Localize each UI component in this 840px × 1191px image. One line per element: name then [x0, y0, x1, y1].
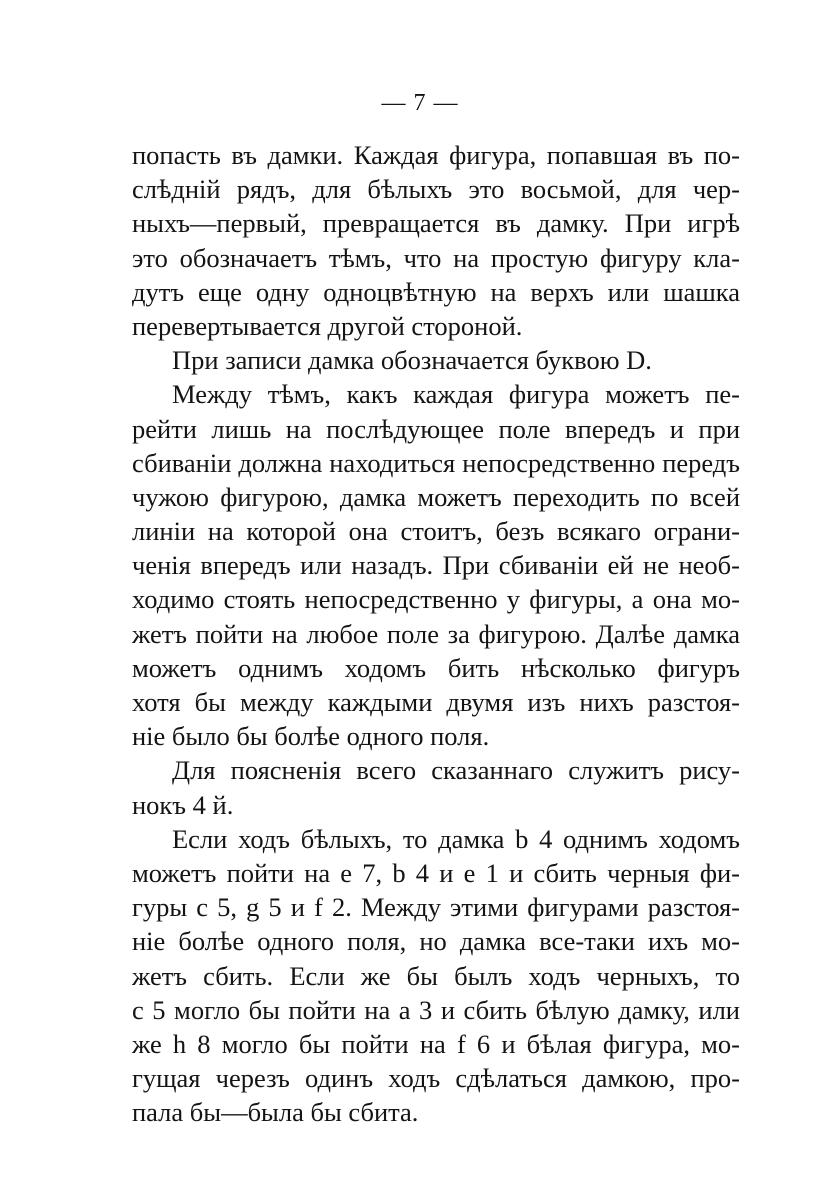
text-line: ходимо стоять непосредственно у фигуры, а она мо- [132, 584, 740, 615]
text-line: гущая черезъ одинъ ходъ сдѣлаться дамкою, про- [132, 1063, 740, 1094]
text-line: ченiя впередъ или назадъ. При сбиванiи ей не необ- [132, 550, 740, 581]
text-line: попасть въ дамки. Каждая фигура, попавшая въ по- [132, 140, 740, 170]
text-line: Между тѣмъ, какъ каждая фигура можетъ пе- [172, 379, 740, 410]
text-line: хотя бы между каждыми двумя изъ нихъ разстоя- [132, 687, 740, 717]
text-line: При записи дамка обозначается буквою D. [172, 345, 652, 376]
text-line: чужою фигурою, дамка можетъ переходить по всей [132, 481, 740, 512]
text-line: жетъ сбить. Если же бы былъ ходъ черныхъ, то [132, 960, 740, 991]
text-line: рейти лишь на послѣдующее поле впередъ и при [132, 413, 740, 444]
page-number: — 7 — [381, 90, 459, 116]
text-line: линiи на которой она стоитъ, безъ всякаго ограни- [132, 516, 740, 547]
text-line: жетъ пойти на любое поле за фигурою. Далѣе дамка [132, 618, 740, 649]
text-line: сбиванiи должна находиться непосредственно передъ [132, 447, 740, 478]
body-text [132, 138, 740, 1129]
text-line: Для поясненiя всего сказаннаго служитъ рису- [172, 755, 740, 786]
text-line: ныхъ—первый, превращается въ дамку. При игрѣ [132, 208, 740, 239]
text-line: Если ходъ бѣлыхъ, то дамка b 4 однимъ ходомъ [172, 823, 740, 854]
text-line: можетъ пойти на e 7, b 4 и e 1 и сбить черныя фи- [132, 857, 740, 888]
text-line: нiе было бы болѣе одного поля. [132, 721, 490, 752]
text-line: перевертывается другой стороной. [132, 310, 523, 341]
text-line: это обозначаетъ тѣмъ, что на простую фигуру кла- [132, 242, 740, 273]
text-line: слѣднiй рядъ, для бѣлыхъ это восьмой, для чер- [132, 174, 740, 205]
text-line: дутъ еще одну одноцвѣтную на верхъ или шашка [132, 276, 740, 307]
text-line: гуры c 5, g 5 и f 2. Между этими фигурами разстоя- [132, 892, 740, 923]
text-line: нiе болѣе одного поля, но дамка все-таки ихъ мо- [132, 926, 740, 957]
text-line: можетъ однимъ ходомъ бить нѣсколько фигуръ [132, 652, 740, 683]
text-line: пала бы—была бы сбита. [132, 1097, 419, 1128]
text-line: же h 8 могло бы пойти на f 6 и бѣлая фигура, мо- [132, 1028, 740, 1059]
text-line: нокъ 4 й. [132, 789, 234, 820]
text-line: c 5 могло бы пойти на a 3 и сбить бѣлую дамку, или [132, 994, 740, 1025]
